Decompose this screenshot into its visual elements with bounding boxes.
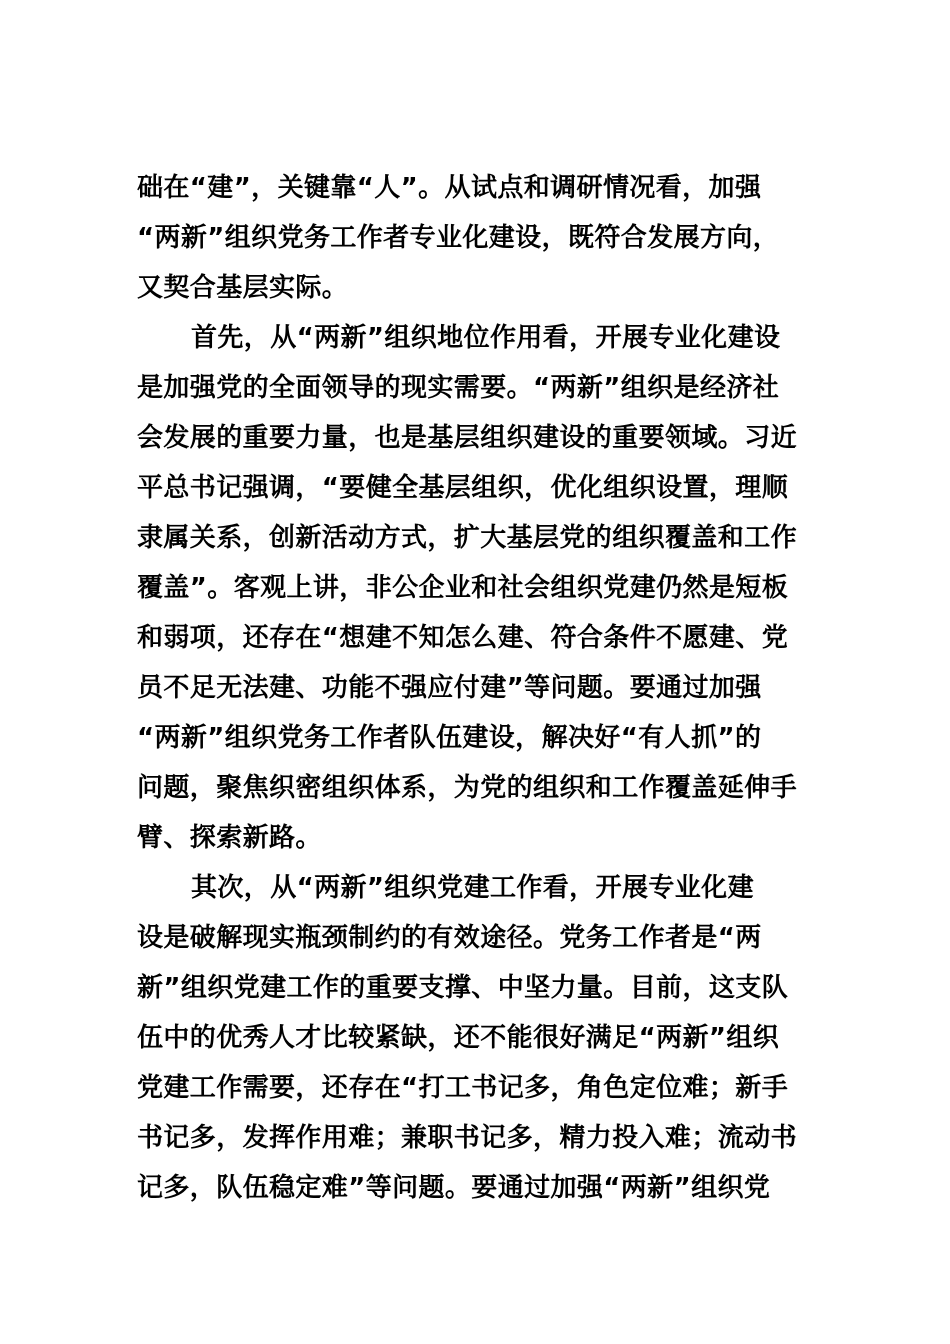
text-line: 平总书记强调，“要健全基层组织，优化组织设置，理顺	[137, 473, 789, 503]
text-line: 记多，队伍稳定难”等问题。要通过加强“两新”组织党	[137, 1173, 771, 1203]
text-line: 隶属关系，创新活动方式，扩大基层党的组织覆盖和工作	[137, 523, 798, 553]
text-line: 臂、探索新路。	[137, 823, 322, 853]
text-line: “两新”组织党务工作者专业化建设，既符合发展方向，	[137, 223, 780, 253]
text-line: 问题，聚焦织密组织体系，为党的组织和工作覆盖延伸手	[137, 773, 798, 803]
body-text	[137, 163, 817, 1213]
text-line: 和弱项，还存在“想建不知怎么建、符合条件不愿建、党	[137, 623, 789, 653]
text-line: 首先，从“两新”组织地位作用看，开展专业化建设	[191, 323, 781, 353]
paragraph-1	[137, 163, 817, 313]
text-line: “两新”组织党务工作者队伍建设，解决好“有人抓”的	[137, 723, 762, 753]
text-line: 新”组织党建工作的重要支撑、中坚力量。目前，这支队	[137, 973, 789, 1003]
paragraph-2	[137, 313, 817, 863]
text-line: 础在“建”，关键靠“人”。从试点和调研情况看，加强	[137, 173, 762, 203]
text-line: 又契合基层实际。	[137, 273, 349, 303]
text-line: 设是破解现实瓶颈制约的有效途径。党务工作者是“两	[137, 923, 762, 953]
text-line: 其次，从“两新”组织党建工作看，开展专业化建	[191, 873, 754, 903]
text-line: 是加强党的全面领导的现实需要。“两新”组织是经济社	[137, 373, 780, 403]
paragraph-3	[137, 863, 817, 1213]
text-line: 党建工作需要，还存在“打工书记多，角色定位难；新手	[137, 1073, 789, 1103]
text-line: 会发展的重要力量，也是基层组织建设的重要领域。习近	[137, 423, 798, 453]
text-line: 覆盖”。客观上讲，非公企业和社会组织党建仍然是短板	[137, 573, 789, 603]
text-line: 员不足无法建、功能不强应付建”等问题。要通过加强	[137, 673, 762, 703]
text-line: 伍中的优秀人才比较紧缺，还不能很好满足“两新”组织	[137, 1023, 780, 1053]
text-line: 书记多，发挥作用难；兼职书记多，精力投入难；流动书	[137, 1123, 798, 1153]
